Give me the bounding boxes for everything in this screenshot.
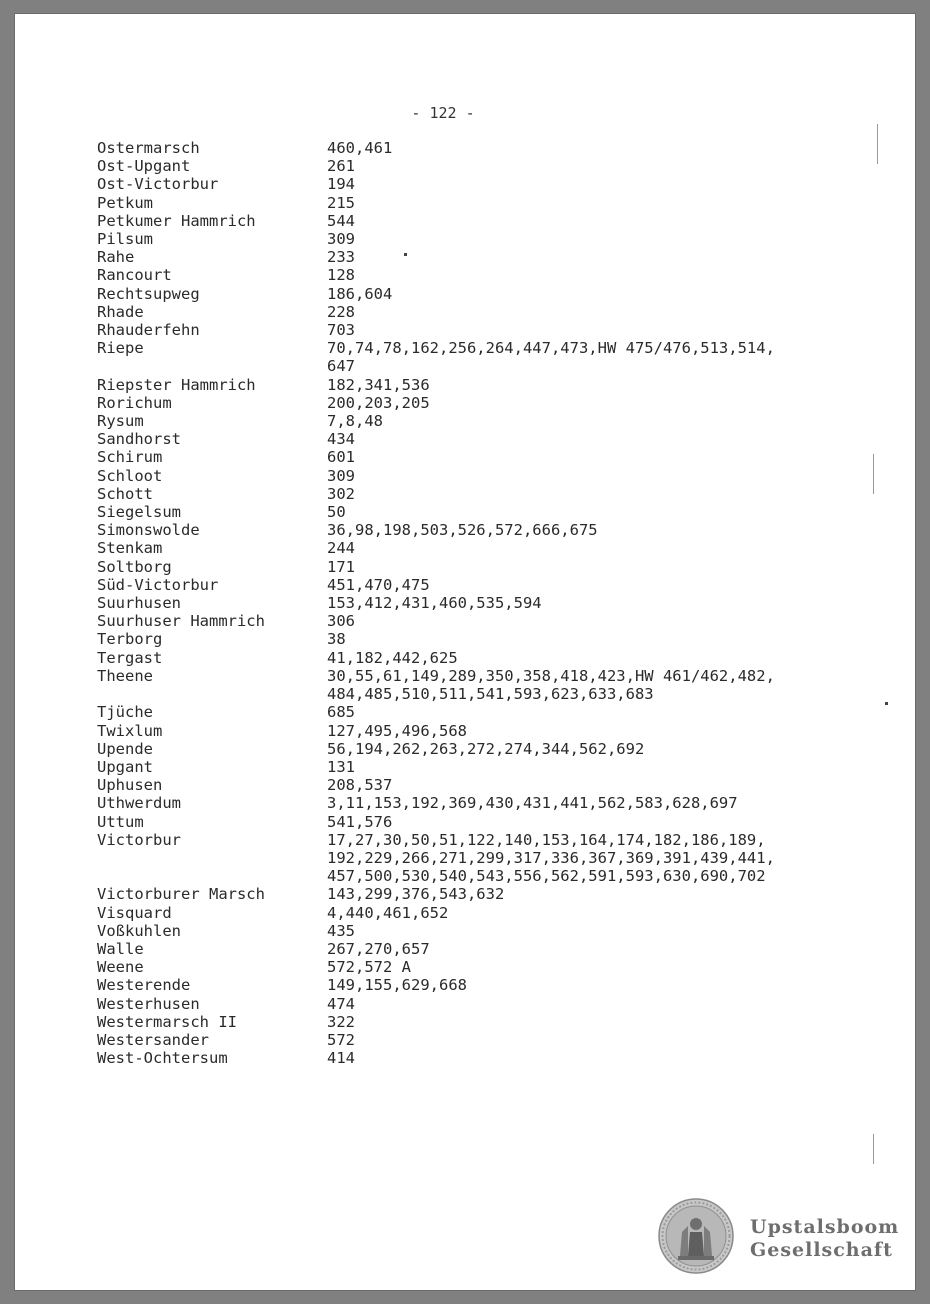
page-references: 322 [327, 1012, 355, 1031]
place-name: Upende [97, 739, 153, 758]
society-seal [658, 1198, 734, 1274]
place-name: Soltborg [97, 557, 172, 576]
page-number: - 122 - [411, 104, 475, 122]
page-references: 474 [327, 994, 355, 1013]
page-references: 153,412,431,460,535,594 [327, 594, 542, 613]
index-entry [97, 630, 857, 648]
page-references: 685 [327, 703, 355, 722]
page-references: 601 [327, 448, 355, 467]
index-entry [97, 285, 857, 303]
index-entry [97, 1013, 857, 1031]
page-references: 17,27,30,50,51,122,140,153,164,174,182,186,189, 192,229,266,271,299,317,336,367,369,391,439,441, 457,500,530,540,543,556,562,591,593,630,690,702 [327, 830, 775, 886]
page-references: 215 [327, 193, 355, 212]
place-name: Rhade [97, 302, 144, 321]
scan-speck [885, 702, 888, 705]
page-references: 4,440,461,652 [327, 903, 449, 922]
place-name: Twixlum [97, 721, 163, 740]
page-references: 128 [327, 266, 355, 285]
page-references: 306 [327, 612, 355, 631]
scan-speck [873, 1134, 874, 1164]
scan-speck [877, 124, 878, 164]
page-references: 171 [327, 557, 355, 576]
page-references: 56,194,262,263,272,274,344,562,692 [327, 739, 645, 758]
place-name: Ostermarsch [97, 139, 200, 157]
index-entry [97, 157, 857, 175]
index-entry [97, 558, 857, 576]
index-entry [97, 995, 857, 1013]
place-name: Theene [97, 666, 153, 685]
page-references: 41,182,442,625 [327, 648, 458, 667]
place-name: Petkum [97, 193, 153, 212]
index-entry [97, 885, 857, 903]
place-name: Victorbur [97, 830, 181, 849]
index-entry [97, 503, 857, 521]
page-references: 38 [327, 630, 346, 649]
place-name: Schloot [97, 466, 163, 485]
place-name: Westerhusen [97, 994, 200, 1013]
index-entry [97, 922, 857, 940]
index-entry [97, 722, 857, 740]
page-references: 194 [327, 175, 355, 194]
watermark-line2: Gesellschaft [750, 1239, 893, 1261]
index-entry [97, 230, 857, 248]
page-references: 30,55,61,149,289,350,358,418,423,HW 461/462,482, 484,485,510,511,541,593,623,633,683 [327, 666, 775, 704]
place-name: West-Ochtersum [97, 1049, 228, 1068]
page-references: 186,604 [327, 284, 393, 303]
index-entry [97, 703, 857, 721]
place-name: Weene [97, 958, 144, 977]
place-name: Uphusen [97, 776, 163, 795]
index-entry [97, 976, 857, 994]
page-references: 541,576 [327, 812, 393, 831]
page-references: 434 [327, 430, 355, 449]
place-name: Schott [97, 484, 153, 503]
document-page [15, 14, 915, 1290]
index-entry [97, 212, 857, 230]
page-references: 182,341,536 [327, 375, 430, 394]
index-entry [97, 139, 857, 157]
society-watermark [750, 1216, 899, 1262]
place-name: Suurhusen [97, 594, 181, 613]
place-name: Westersander [97, 1030, 209, 1049]
page-references: 7,8,48 [327, 412, 383, 431]
page-references: 572,572 A [327, 958, 411, 977]
index-entry [97, 521, 857, 539]
index-entry [97, 813, 857, 831]
place-name: Tergast [97, 648, 163, 667]
place-name: Siegelsum [97, 503, 181, 522]
place-name: Sandhorst [97, 430, 181, 449]
page-references: 451,470,475 [327, 575, 430, 594]
index-entry [97, 958, 857, 976]
page-references: 544 [327, 211, 355, 230]
index-entry [97, 940, 857, 958]
page-references: 309 [327, 466, 355, 485]
page-references: 149,155,629,668 [327, 976, 467, 995]
index-entry [97, 612, 857, 630]
place-name: Schirum [97, 448, 163, 467]
index-entry [97, 194, 857, 212]
page-references: 3,11,153,192,369,430,431,441,562,583,628,697 [327, 794, 738, 813]
page-references: 302 [327, 484, 355, 503]
index-entry [97, 412, 857, 430]
index-entry [97, 430, 857, 448]
place-name: Rorichum [97, 393, 172, 412]
place-name: Victorburer Marsch [97, 885, 265, 904]
place-name: Rahe [97, 248, 135, 267]
watermark-line1: Upstalsboom [750, 1216, 900, 1238]
page-references: 267,270,657 [327, 939, 430, 958]
place-name: Süd-Victorbur [97, 575, 219, 594]
index-entry [97, 649, 857, 667]
page-references: 228 [327, 302, 355, 321]
index-entry [97, 376, 857, 394]
index-entry [97, 303, 857, 321]
place-name: Upgant [97, 757, 153, 776]
page-references: 131 [327, 757, 355, 776]
page-references: 127,495,496,568 [327, 721, 467, 740]
index-entry [97, 594, 857, 612]
place-name: Terborg [97, 630, 163, 649]
place-index-list [97, 139, 857, 1067]
page-references: 36,98,198,503,526,572,666,675 [327, 521, 598, 540]
page-references: 435 [327, 921, 355, 940]
place-name: Simonswolde [97, 521, 200, 540]
place-name: Pilsum [97, 230, 153, 249]
page-references: 309 [327, 230, 355, 249]
index-entry [97, 448, 857, 466]
page-references: 244 [327, 539, 355, 558]
place-name: Rechtsupweg [97, 284, 200, 303]
index-entry [97, 1031, 857, 1049]
page-references: 50 [327, 503, 346, 522]
index-entry [97, 339, 857, 375]
place-name: Rysum [97, 412, 144, 431]
index-entry [97, 904, 857, 922]
index-entry [97, 794, 857, 812]
place-name: Uttum [97, 812, 144, 831]
index-entry [97, 758, 857, 776]
page-references: 460,461 [327, 139, 393, 157]
scan-speck [404, 253, 407, 256]
place-name: Suurhuser Hammrich [97, 612, 265, 631]
index-entry [97, 667, 857, 703]
page-references: 572 [327, 1030, 355, 1049]
place-name: Ost-Upgant [97, 157, 191, 176]
page-references: 414 [327, 1049, 355, 1068]
place-name: Ost-Victorbur [97, 175, 219, 194]
page-references: 143,299,376,543,632 [327, 885, 505, 904]
index-entry [97, 831, 857, 886]
place-name: Westermarsch II [97, 1012, 237, 1031]
index-entry [97, 175, 857, 193]
place-name: Walle [97, 939, 144, 958]
place-name: Voßkuhlen [97, 921, 181, 940]
index-entry [97, 539, 857, 557]
index-entry [97, 321, 857, 339]
page-references: 233 [327, 248, 355, 267]
place-name: Westerende [97, 976, 191, 995]
index-entry [97, 248, 857, 266]
page-references: 261 [327, 157, 355, 176]
index-entry [97, 394, 857, 412]
index-entry [97, 1049, 857, 1067]
place-name: Petkumer Hammrich [97, 211, 256, 230]
place-name: Riepe [97, 339, 144, 358]
page-references: 208,537 [327, 776, 393, 795]
place-name: Stenkam [97, 539, 163, 558]
place-name: Rancourt [97, 266, 172, 285]
index-entry [97, 467, 857, 485]
index-entry [97, 740, 857, 758]
place-name: Visquard [97, 903, 172, 922]
index-entry [97, 576, 857, 594]
page-references: 703 [327, 321, 355, 340]
place-name: Uthwerdum [97, 794, 181, 813]
page-references: 70,74,78,162,256,264,447,473,HW 475/476,513,514, 647 [327, 339, 775, 376]
place-name: Rhauderfehn [97, 321, 200, 340]
index-entry [97, 266, 857, 284]
place-name: Tjüche [97, 703, 153, 722]
index-entry [97, 776, 857, 794]
index-entry [97, 485, 857, 503]
place-name: Riepster Hammrich [97, 375, 256, 394]
scan-speck [873, 454, 874, 494]
page-references: 200,203,205 [327, 393, 430, 412]
